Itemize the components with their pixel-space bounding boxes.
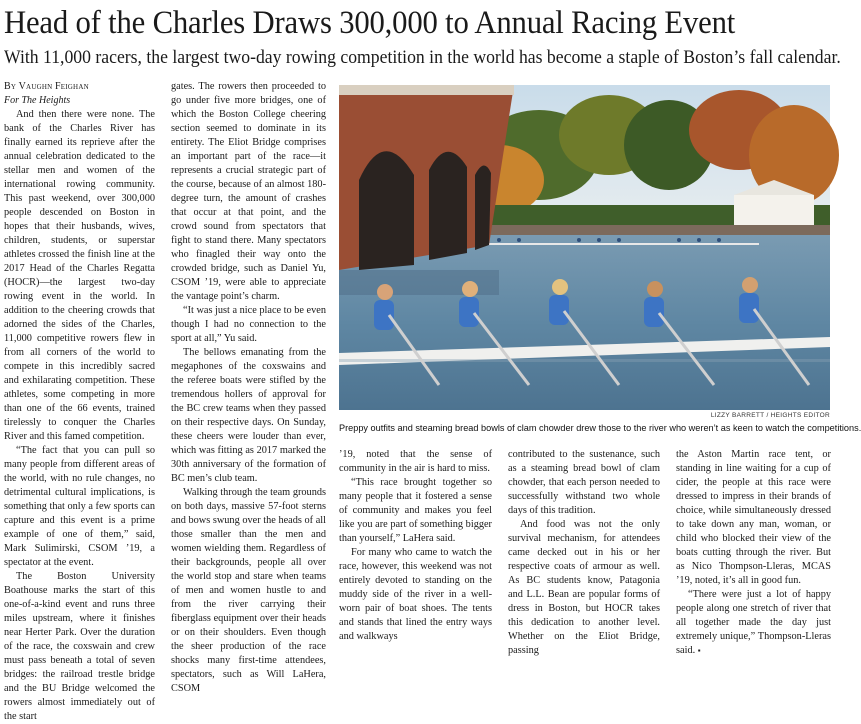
byline: By Vaughn Feighan	[4, 81, 89, 92]
article-column-2	[171, 80, 326, 694]
photo-illustration	[339, 85, 830, 410]
article-column-1	[4, 80, 155, 722]
byline-author: Vaughn Feighan	[18, 81, 89, 92]
paragraph: “It was just a nice place to be even though I had no connection to the sport at all,” Yu said.	[171, 305, 326, 344]
article-column-4	[508, 448, 660, 656]
headline: Head of the Charles Draws 300,000 to Annual Racing Event	[4, 5, 736, 41]
paragraph: “The fact that you can pull so many people from different areas of the world, with no rule changes, no detrimental cultural implications, is something that only a few sports can capture and this event is a prime example of one of them,” said, Mark Sulimirski, CSOM ’19, a spectator at the event.	[4, 445, 155, 568]
paragraph: the Aston Martin race tent, or standing in line waiting for a cup of cider, the people at this race were dressed to impress in their brands of choice, while simultaneously dressed to take down any man, woman, or child who blocked their view of the boats cutting through the river. But as Nico Thompson-Lleras, MCAS ’19, noted, it’s all in good fun.	[676, 449, 831, 586]
paragraph: Walking through the team grounds on both days, massive 57-foot sterns and bows swung over the heads of all those smaller than the men and women wielding them. Regardless of their backgrounds, people all over the world stop and stare when teams of men and women hustle to and from the river carrying their fiberglass equipment over their heads or on their shoulders. Even though the sheer production of the race shocks many first-time attendees, spectators, such as Will LaHera, CSOM	[171, 487, 326, 694]
photo-caption: Preppy outfits and steaming bread bowls of clam chowder drew those to the river who weren’t as keen to watch the competitions.	[339, 423, 861, 433]
article-column-3	[339, 448, 492, 642]
end-mark: ▪	[697, 646, 701, 655]
photo-credit: LIZZY BARRETT / HEIGHTS EDITOR	[710, 412, 830, 419]
paragraph: The bellows emanating from the megaphones of the coxswains and the referee boats were stifled by the tremendous hollers of approval for the BC crew teams when they passed on their respective days. On Sunday, these cheers were louder than ever, which was fitting as 2017 marked the 30th anniversary of the formation of BC men’s club team.	[171, 347, 326, 484]
paragraph: contributed to the sustenance, such as a steaming bread bowl of clam chowder, that each person needed to successfully withstand two whole days of this tradition.	[508, 449, 660, 516]
deck-subheadline: With 11,000 racers, the largest two-day rowing competition in the world has become a staple of Boston’s fall calendar.	[4, 48, 841, 68]
paragraph: For many who came to watch the race, however, this weekend was not entirely devoted to standing on the muddy side of the river in a well-worn pair of boat shoes. The tents and stands that lined the entry ways and walkways	[339, 547, 492, 642]
byline-affiliation: For The Heights	[4, 95, 71, 106]
paragraph: “This race brought together so many people that it fostered a sense of community and makes you feel like you are part of something bigger than yourself,” LaHera said.	[339, 477, 492, 544]
rowing-photo	[339, 85, 830, 410]
article-column-5	[676, 448, 831, 656]
paragraph: “There were just a lot of happy people along one stretch of river that all together made the day just extremely unique,” Thompson-Lleras said. ▪	[676, 589, 831, 656]
paragraph: The Boston University Boathouse marks the start of this one-of-a-kind event and runs three miles upstream, where it finishes near Herter Park. Over the duration of the race, the coxswain and crew must pass beneath a total of seven bridges: the railroad trestle bridge and the BU Bridge welcomed the rowers almost immediately out of the start	[4, 571, 155, 722]
paragraph: ’19, noted that the sense of community in the air is hard to miss.	[339, 449, 492, 474]
paragraph: And then there were none. The bank of the Charles River has finally earned its reprieve after the annual celebration dedicated to the stellar men and women of the international rowing community. This past weekend, over 300,000 people descended on Boston in hopes that their husbands, wives, children, students, or superstar athletes crossed the finish line at the 2017 Head of the Charles Regatta (HOCR)—the largest two-day rowing event in the world. In addition to the cheering crowds that adorned the sides of the Charles, 11,000 competitive rowers flew in from all corners of the world to compete in this incredibly sacred and exhilarating competition. These athletes, some competing in more than one of the 66 events, trained tirelessly to conquer the Charles River and this famed competition.	[4, 109, 155, 442]
paragraph: And food was not the only survival mechanism, for attendees came decked out in his or her respective coats of armour as well. As BC students know, Patagonia and L.L. Bean are popular forms of dress in Boston, but HOCR takes this dedication to another level. Whether on the Eliot Bridge, passing	[508, 519, 660, 656]
paragraph: gates. The rowers then proceeded to go under five more bridges, one of which the Boston College cheering section seemed to dominate in its entirety. The Eliot Bridge comprises an important part of the race—it represents a crucial strategic part of the course, because of an almost 180-degree turn, the amount of crashes that occur at that point, and the crowd sound from spectators that fight to stand there. Many spectators who finagled their way onto the crowded bridge, such as Daniel Yu, CSOM ’19, were able to appreciate the vantage point’s charm.	[171, 81, 326, 302]
